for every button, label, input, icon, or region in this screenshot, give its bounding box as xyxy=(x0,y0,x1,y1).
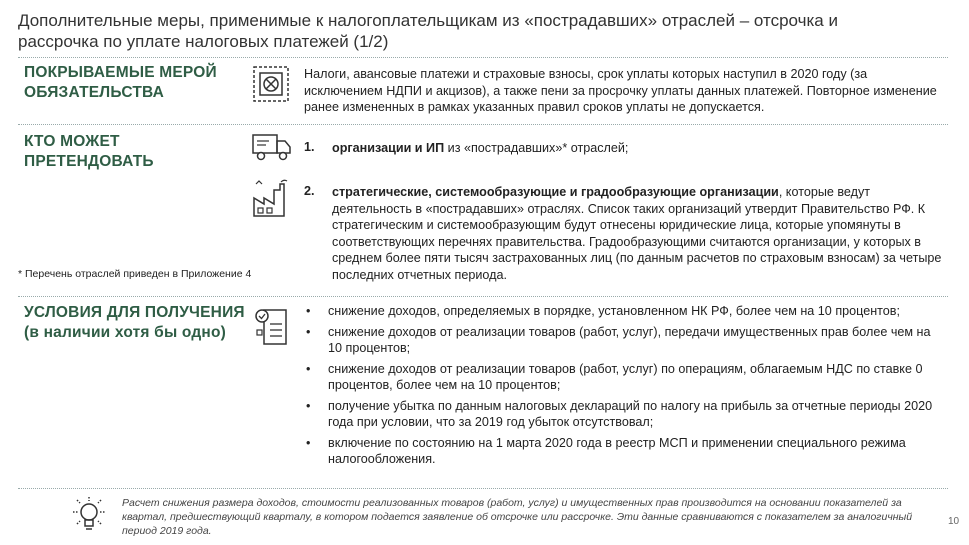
condition-text: включение по состоянию на 1 марта 2020 года в реестр МСП и применении специального режима налогообложения. xyxy=(328,435,906,466)
divider xyxy=(18,57,948,58)
eligible-item1-bold: организации и ИП xyxy=(332,141,445,155)
condition-text: снижение доходов от реализации товаров (работ, услуг), передачи имущественных прав более чем на 10 процентов; xyxy=(328,324,931,355)
eligible-item2-number: 2. xyxy=(304,184,315,198)
delivery-truck-icon xyxy=(252,131,292,163)
conditions-list xyxy=(304,303,944,472)
footnote: * Перечень отраслей приведен в Приложение 4 xyxy=(18,268,252,280)
page-title: Дополнительные меры, применимые к налогоплательщикам из «пострадавших» отраслей – отсрочка и рассрочка по уплате налоговых платежей (1/2) xyxy=(18,11,838,51)
target-grid-icon xyxy=(252,65,290,103)
eligible-item1 xyxy=(332,140,942,157)
list-item xyxy=(304,361,944,394)
divider xyxy=(18,296,948,297)
eligible-item2-bold: стратегические, системообразующие и градообразующие организации xyxy=(332,185,779,199)
eligible-item2 xyxy=(332,184,942,283)
divider xyxy=(18,124,948,125)
eligible-item1-rest: из «пострадавших»* отраслей; xyxy=(444,141,629,155)
list-item xyxy=(304,398,944,431)
bullet-marker: • xyxy=(306,304,311,318)
eligible-item2-rest: , которые ведут деятельность в «пострадавших» отраслях. Список таких организаций утвердит Правительство РФ. К стратегическим и системообразующим будут отнесены юридические лица, которые упомянуты в соответствующих перечнях правительства. Градообразующими считаются организации, у которых в среднем более пяти тысяч застрахованных лиц (по данным расчетов по страховым взносам) за четыре последних отчетных периода. xyxy=(332,185,942,282)
eligible-label: КТО МОЖЕТ ПРЕТЕНДОВАТЬ xyxy=(24,133,154,170)
list-item xyxy=(304,435,944,468)
list-item xyxy=(304,303,944,320)
obligations-text: Налоги, авансовые платежи и страховые взносы, срок уплаты которых наступил в 2020 году (за исключением НДПИ и акцизов), а также пени за просрочку уплаты данных платежей. Повторное изменение ранее измененных в рамках указанных правил сроков уплаты не допускается. xyxy=(304,67,937,114)
page-number: 10 xyxy=(948,516,960,527)
factory-icon xyxy=(252,178,292,218)
bullet-marker: • xyxy=(306,398,311,413)
bullet-marker: • xyxy=(306,324,311,339)
eligible-item1-number: 1. xyxy=(304,140,315,154)
condition-text: снижение доходов, определяемых в порядке, установленном НК РФ, более чем на 10 процентов; xyxy=(328,304,900,318)
footer-note: Расчет снижения размера доходов, стоимости реализованных товаров (работ, услуг) и имущественных прав производится на основании показателей за квартал, предшествующий кварталу, в котором подается заявление об отсрочке или рассрочке. Эти данные сравниваются с показателем за аналогичный период 2019 года. xyxy=(122,497,913,537)
bullet-marker: • xyxy=(306,361,311,376)
checklist-icon xyxy=(254,306,290,346)
list-item xyxy=(304,324,944,357)
condition-text: получение убытка по данным налоговых деклараций по налогу на прибыль за отчетные периоды 2020 года при условии, что за 2019 год убыток отсутствовал; xyxy=(328,398,933,429)
bullet-marker: • xyxy=(306,435,311,450)
obligations-label: ПОКРЫВАЕМЫЕ МЕРОЙ ОБЯЗАТЕЛЬСТВА xyxy=(24,64,217,101)
conditions-label: УСЛОВИЯ ДЛЯ ПОЛУЧЕНИЯ (в наличии хотя бы одно) xyxy=(24,304,245,341)
condition-text: снижение доходов от реализации товаров (работ, услуг) по операциям, облагаемым НДС по ставке 0 процентов, более чем на 10 процентов; xyxy=(328,361,923,392)
lightbulb-icon xyxy=(68,494,110,536)
divider xyxy=(18,488,948,489)
